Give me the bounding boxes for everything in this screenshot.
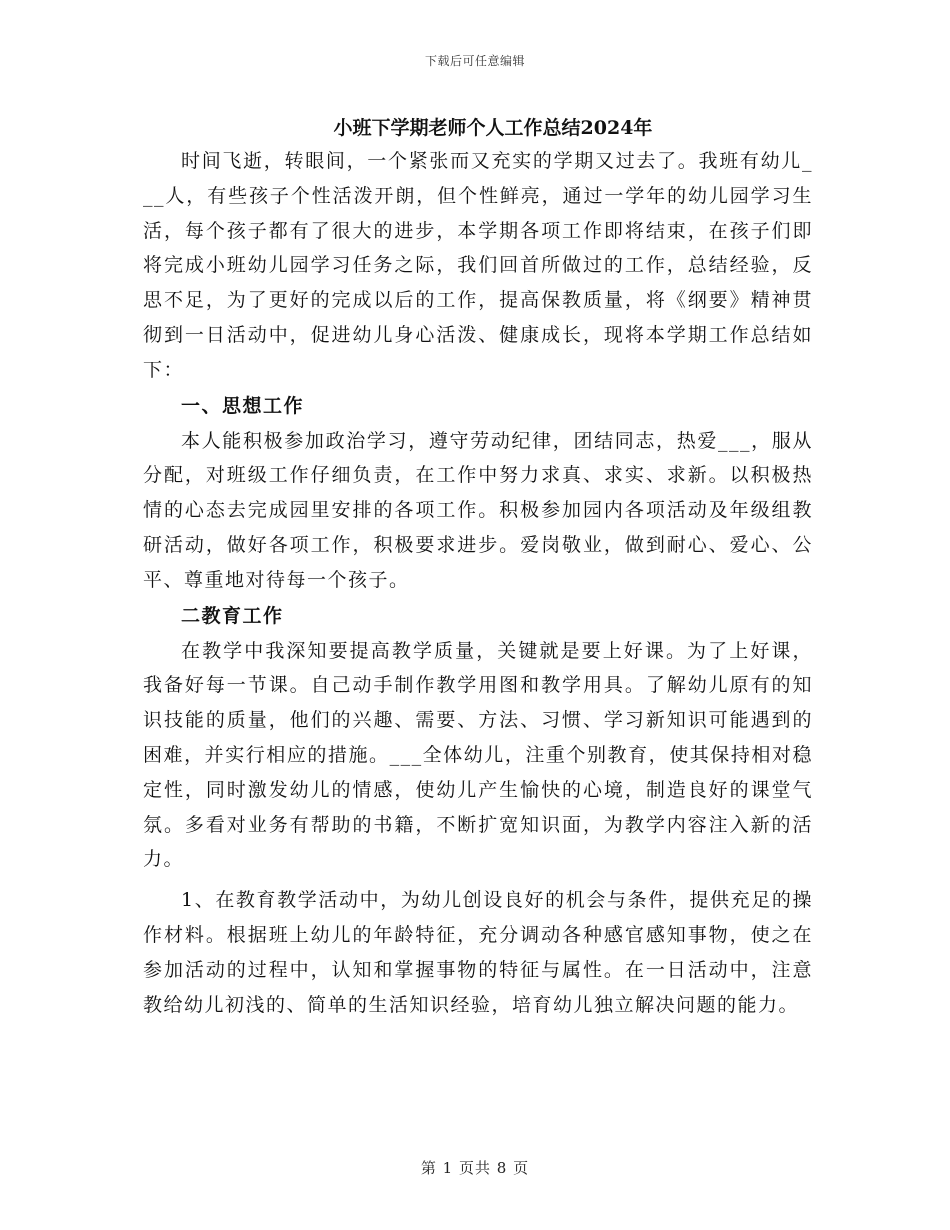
section-body-education: 在教学中我深知要提高教学质量，关键就是要上好课。为了上好课，我备好每一节课。自己动手制作教学用图和教学用具。了解幼儿原有的知识技能的质量，他们的兴趣、需要、方法、习惯、学习新知识可能遇到的困难，并实行相应的措施。___全体幼儿，注重个别教育，使其保持相对稳定性，同时激发幼儿的情感，使幼儿产生愉快的心境，制造良好的课堂气氛。多看对业务有帮助的书籍，不断扩宽知识面，为教学内容注入新的活力。 <box>143 639 813 871</box>
header-note: 下载后可任意编辑 <box>424 54 525 68</box>
section-item-1: 1、在教育教学活动中，为幼儿创设良好的机会与条件，提供充足的操作材料。根据班上幼儿的年龄特征，充分调动各种感官感知事物，使之在参加活动的过程中，认知和掌握事物的特征与属性。在一日活动中，注意教给幼儿初浅的、简单的生活知识经验，培育幼儿独立解决问题的能力。 <box>143 889 813 1016</box>
document-title: 小班下学期老师个人工作总结2024年 <box>333 117 653 139</box>
page-number: 第 1 页共 8 页 <box>420 1159 530 1177</box>
section-heading-thought: 一、思想工作 <box>181 394 305 417</box>
document-body <box>143 112 813 1022</box>
section-heading-education: 二教育工作 <box>181 604 284 627</box>
section-body-thought: 本人能积极参加政治学习，遵守劳动纪律，团结同志，热爱___，服从分配，对班级工作仔细负责，在工作中努力求真、求实、求新。以积极热情的心态去完成园里安排的各项工作。积极参加园内各项活动及年级组教研活动，做好各项工作，积极要求进步。爱岗敬业，做到耐心、爱心、公平、尊重地对待每一个孩子。 <box>143 429 813 591</box>
intro-paragraph: 时间飞逝，转眼间，一个紧张而又充实的学期又过去了。我班有幼儿___人，有些孩子个性活泼开朗，但个性鲜亮，通过一学年的幼儿园学习生活，每个孩子都有了很大的进步，本学期各项工作即将结束，在孩子们即将完成小班幼儿园学习任务之际，我们回首所做过的工作，总结经验，反思不足，为了更好的完成以后的工作，提高保教质量，将《纲要》精神贯彻到一日活动中，促进幼儿身心活泼、健康成长，现将本学期工作总结如下： <box>143 150 813 381</box>
